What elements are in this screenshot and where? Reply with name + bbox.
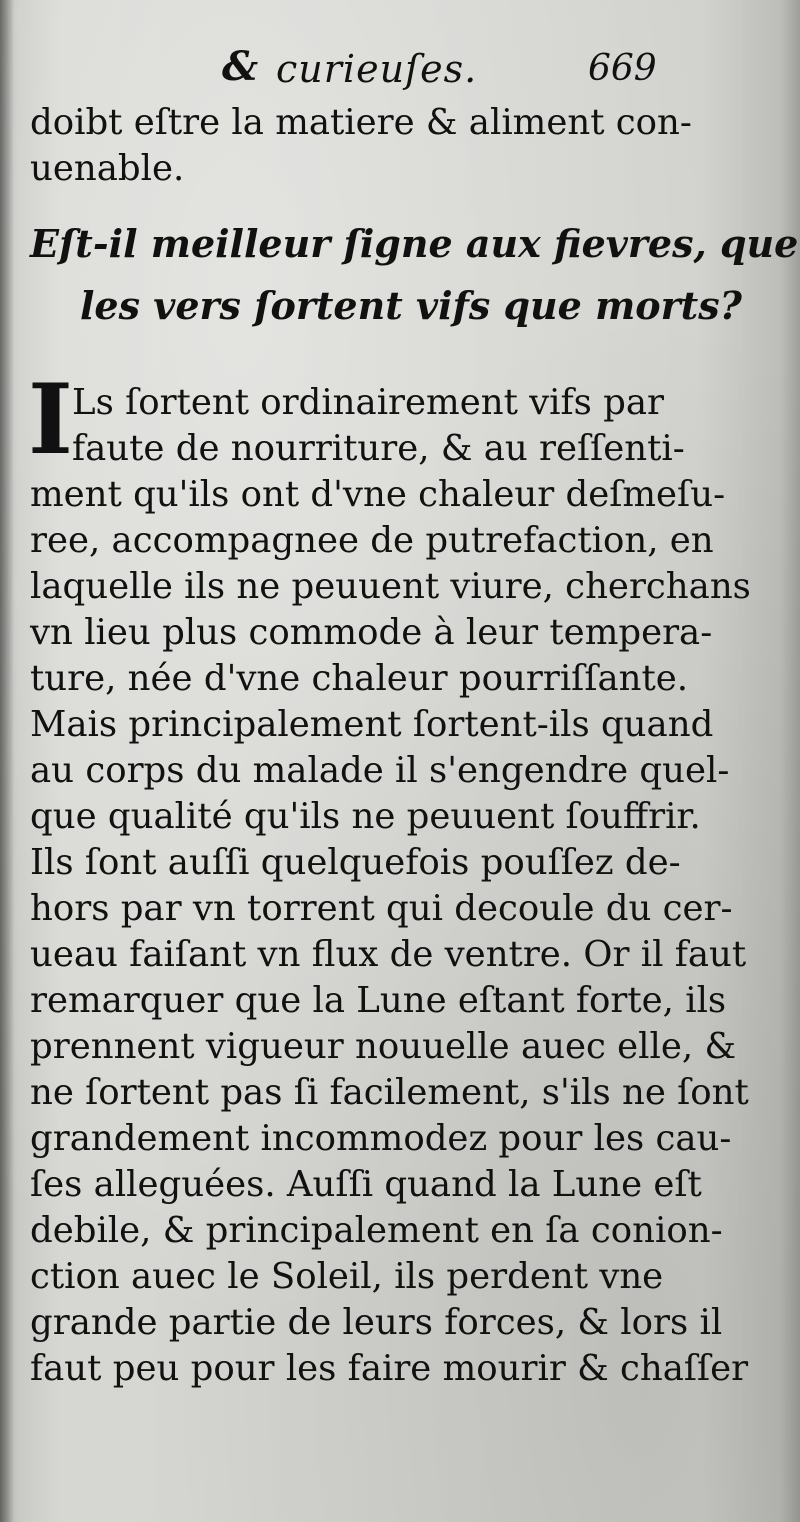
running-title: curieuſes. bbox=[276, 47, 478, 91]
running-header bbox=[0, 38, 800, 98]
paragraph-line: ment qu'ils ont d'vne chaleur deſmeſu- bbox=[30, 474, 726, 515]
body-line-top-2: uenable. bbox=[30, 148, 185, 189]
paragraph-line: laquelle ils ne peuuent viure, cherchans bbox=[30, 566, 751, 607]
paragraph-line: vn lieu plus commode à leur tempera- bbox=[30, 612, 713, 653]
paragraph-line: grandement incommodez pour les cau- bbox=[30, 1118, 732, 1159]
body-line-top-1: doibt eſtre la matiere & aliment con- bbox=[30, 102, 692, 143]
paragraph-line: ree, accompagnee de putrefaction, en bbox=[30, 520, 714, 561]
paragraph-line: hors par vn torrent qui decoule du cer- bbox=[30, 888, 733, 929]
paragraph-line: faute de nourriture, & au reſſenti- bbox=[72, 428, 685, 469]
paragraph-line: ſes alleguées. Auſſi quand la Lune eſt bbox=[30, 1164, 702, 1205]
section-heading-line-2: les vers ſortent vifs que morts? bbox=[80, 283, 742, 328]
paragraph-line: Ils ſont auſſi quelquefois pouſſez de- bbox=[30, 842, 681, 883]
paragraph-line: remarquer que la Lune eſtant forte, ils bbox=[30, 980, 727, 1021]
paragraph-line: au corps du malade il s'engendre quel- bbox=[30, 750, 730, 791]
paragraph-line: faut peu pour les faire mourir & chaſſer bbox=[30, 1348, 749, 1389]
drop-cap: I bbox=[28, 363, 73, 476]
paragraph-line: prennent vigueur nouuelle auec elle, & bbox=[30, 1026, 737, 1067]
paragraph-line: Ls ſortent ordinairement vifs par bbox=[72, 382, 665, 423]
paragraph-line: ueau faiſant vn flux de ventre. Or il faut bbox=[30, 934, 747, 975]
paragraph-line: que qualité qu'ils ne peuuent ſouffrir. bbox=[30, 796, 701, 837]
page-number: 669 bbox=[588, 48, 657, 89]
paragraph-line: Mais principalement ſortent-ils quand bbox=[30, 704, 714, 745]
ornament-ampersand: & bbox=[222, 43, 259, 90]
page-edge-shadow bbox=[0, 0, 14, 1522]
paragraph-line: ture, née d'vne chaleur pourriſſante. bbox=[30, 658, 689, 699]
paragraph-line: grande partie de leurs forces, & lors il bbox=[30, 1302, 723, 1343]
section-heading-line-1: Eſt-il meilleur ſigne aux fievres, que bbox=[30, 221, 799, 266]
paragraph-line: debile, & principalement en ſa conion- bbox=[30, 1210, 723, 1251]
paragraph-line: ction auec le Soleil, ils perdent vne bbox=[30, 1256, 664, 1297]
paragraph-line: ne ſortent pas ſi facilement, s'ils ne ſont bbox=[30, 1072, 749, 1113]
